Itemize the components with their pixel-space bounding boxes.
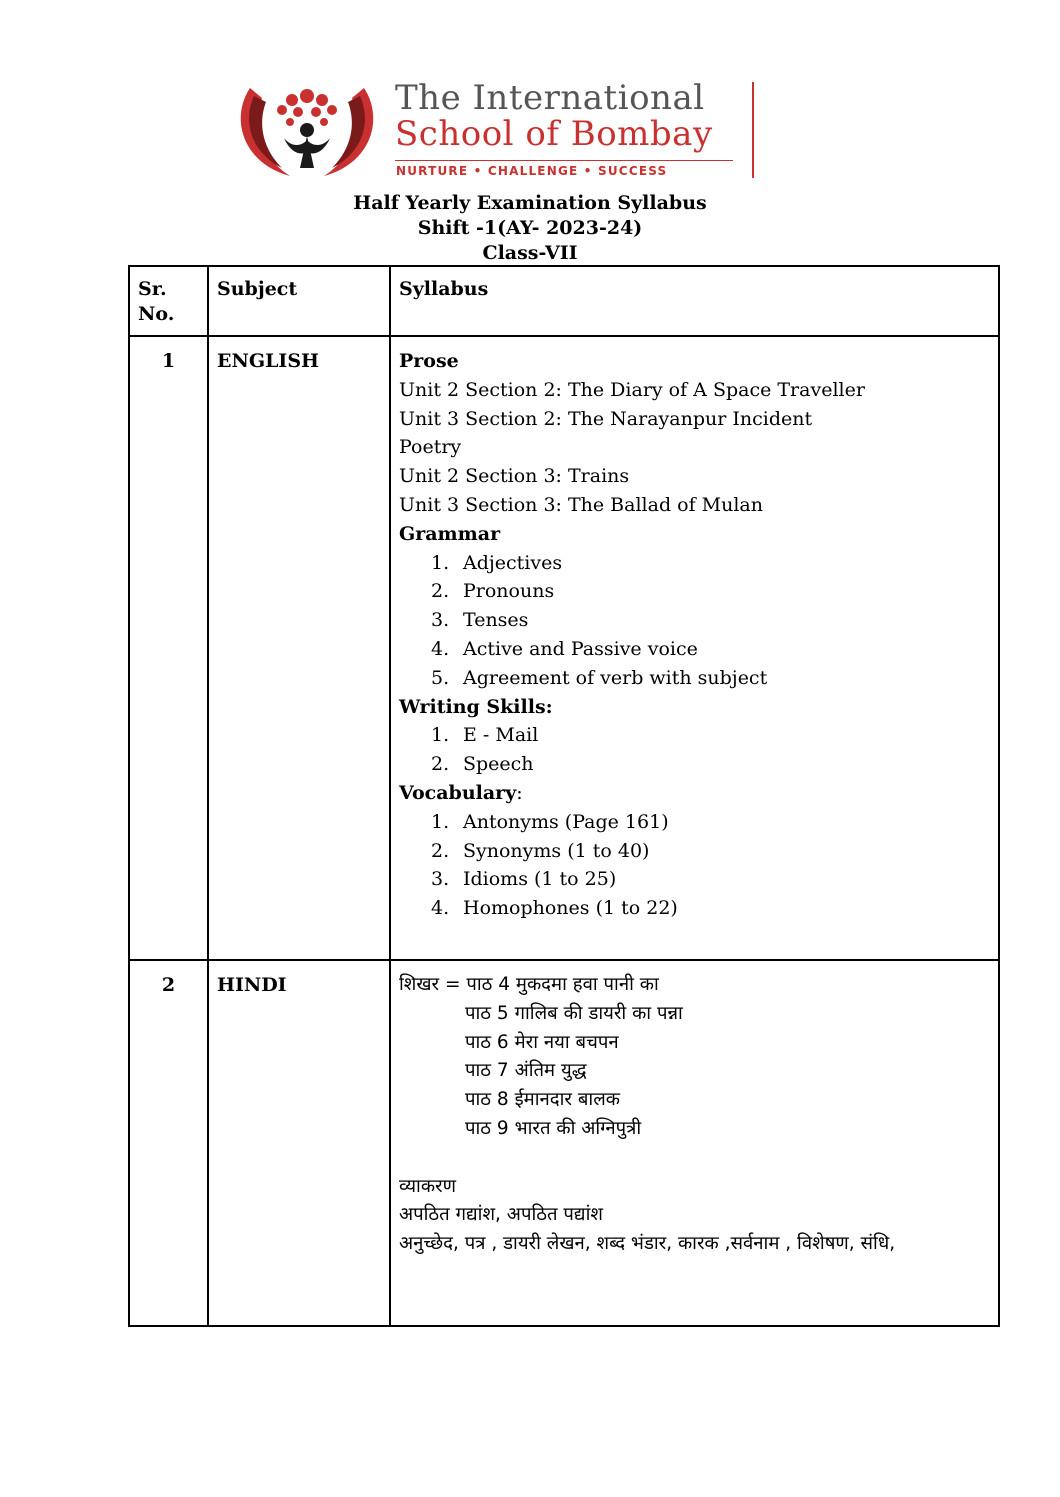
logo-tagline: NURTURE • CHALLENGE • SUCCESS	[396, 164, 668, 178]
table-row	[129, 960, 999, 1326]
syllabus-table	[128, 265, 1000, 1327]
poetry-item: Unit 3 Section 3: The Ballad of Mulan	[399, 493, 763, 516]
logo-line-1: The International	[395, 78, 705, 118]
grammar-list	[399, 549, 990, 693]
writing-heading: Writing Skills:	[399, 695, 553, 718]
document-title: Half Yearly Examination Syllabus	[353, 192, 707, 214]
shift-label: Shift -1(AY- 2023-24)	[417, 217, 643, 239]
poetry-heading: Poetry	[399, 436, 462, 459]
hindi-line: पाठ 7 अंतिम युद्ध	[465, 1060, 587, 1082]
class-label: Class-VII	[482, 242, 578, 264]
hindi-line: पाठ 9 भारत की अग्निपुत्री	[465, 1117, 642, 1139]
list-item: 2. Speech	[431, 753, 534, 776]
list-item: 5. Agreement of verb with subject	[431, 666, 768, 689]
grammar-heading: Grammar	[399, 522, 501, 545]
header-sr-line1: Sr.	[138, 278, 167, 300]
school-logo	[232, 78, 762, 183]
school-emblem-icon	[232, 78, 382, 183]
list-item: 2. Pronouns	[431, 580, 555, 603]
table-row	[129, 336, 999, 960]
prose-heading: Prose	[399, 350, 459, 372]
vocabulary-list	[399, 808, 990, 923]
vocabulary-heading: Vocabulary:	[399, 781, 523, 804]
list-item: 4. Homophones (1 to 22)	[431, 897, 678, 920]
table-header-row	[129, 266, 999, 336]
hindi-line: पाठ 6 मेरा नया बचपन	[465, 1031, 619, 1053]
list-item: 1. Adjectives	[431, 551, 563, 574]
row-subject: HINDI	[208, 960, 390, 1326]
hindi-line: पाठ 5 गालिब की डायरी का पन्ना	[465, 1002, 683, 1024]
row-sr-no: 1	[129, 336, 208, 960]
header-sr-line2: No.	[138, 303, 175, 325]
hindi-line: पाठ 8 ईमानदार बालक	[465, 1089, 620, 1111]
hindi-grammar-heading: व्याकरण	[399, 1175, 456, 1197]
poetry-item: Unit 2 Section 3: Trains	[399, 465, 630, 488]
hindi-line: अनुच्छेद, पत्र , डायरी लेखन, शब्द भंडार, कारक ,सर्वनाम , विशेषण, संधि,	[399, 1233, 896, 1255]
row-subject: ENGLISH	[208, 336, 390, 960]
list-item: 4. Active and Passive voice	[431, 637, 698, 660]
list-item: 2. Synonyms (1 to 40)	[431, 839, 650, 862]
writing-list	[399, 721, 990, 779]
logo-line-2: School of Bombay	[395, 114, 713, 154]
spacer	[399, 1144, 990, 1173]
logo-vertical-bar	[752, 82, 754, 178]
prose-item: Unit 3 Section 2: The Narayanpur Incident	[399, 407, 813, 430]
header-syllabus: Syllabus	[390, 266, 999, 336]
hindi-syllabus	[390, 960, 999, 1326]
list-item: 1. E - Mail	[431, 724, 539, 747]
logo-divider	[395, 160, 733, 161]
list-item: 3. Tenses	[431, 609, 529, 632]
prose-item: Unit 2 Section 2: The Diary of A Space Traveller	[399, 378, 865, 401]
english-syllabus	[390, 336, 999, 960]
header-sr-no	[129, 266, 208, 336]
hindi-line: शिखर = पाठ 4 मुकदमा हवा पानी का	[399, 974, 659, 995]
row-sr-no: 2	[129, 960, 208, 1326]
hindi-line: अपठित गद्यांश, अपठित पद्यांश	[399, 1204, 603, 1226]
header-subject: Subject	[208, 266, 390, 336]
list-item: 3. Idioms (1 to 25)	[431, 868, 617, 891]
list-item: 1. Antonyms (Page 161)	[431, 810, 669, 833]
